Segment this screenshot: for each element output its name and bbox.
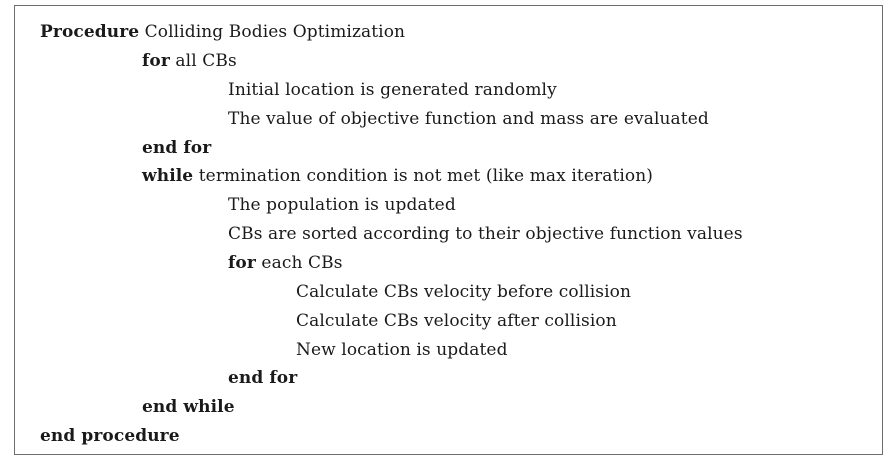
keyword: end procedure (40, 426, 180, 446)
statement-line (228, 195, 456, 215)
for-all-line (142, 51, 237, 71)
line-text: The value of objective function and mass are evaluated (228, 109, 709, 129)
keyword: for (142, 51, 170, 71)
keyword: Procedure (40, 22, 140, 42)
statement-line (228, 109, 709, 129)
keyword: while (142, 166, 194, 186)
algorithm-box (14, 5, 883, 455)
line-text: Calculate CBs velocity after collision (296, 311, 617, 331)
statement-line (228, 80, 557, 100)
line-text: Colliding Bodies Optimization (139, 22, 406, 42)
line-text: Initial location is generated randomly (228, 80, 557, 100)
statement-line (296, 311, 617, 331)
for-each-line (228, 253, 343, 273)
line-text: CBs are sorted according to their objective function values (228, 224, 743, 244)
keyword: for (228, 253, 256, 273)
statement-line (296, 340, 508, 360)
end-for-line (142, 138, 211, 158)
line-text: Calculate CBs velocity before collision (296, 282, 632, 302)
line-text: New location is updated (296, 340, 508, 360)
end-procedure-line (40, 426, 180, 446)
statement-line (228, 224, 743, 244)
keyword: end while (142, 397, 235, 417)
end-while-line (142, 397, 235, 417)
statement-line (296, 282, 631, 302)
keyword: end for (142, 138, 212, 158)
line-text: termination condition is not met (like max iteration) (193, 166, 654, 186)
line-text: The population is updated (228, 195, 456, 215)
line-text: all CBs (169, 51, 237, 71)
while-line (142, 166, 653, 186)
keyword: end for (228, 368, 298, 388)
procedure-header-line (40, 22, 405, 42)
end-for-line (228, 368, 297, 388)
line-text: each CBs (255, 253, 343, 273)
